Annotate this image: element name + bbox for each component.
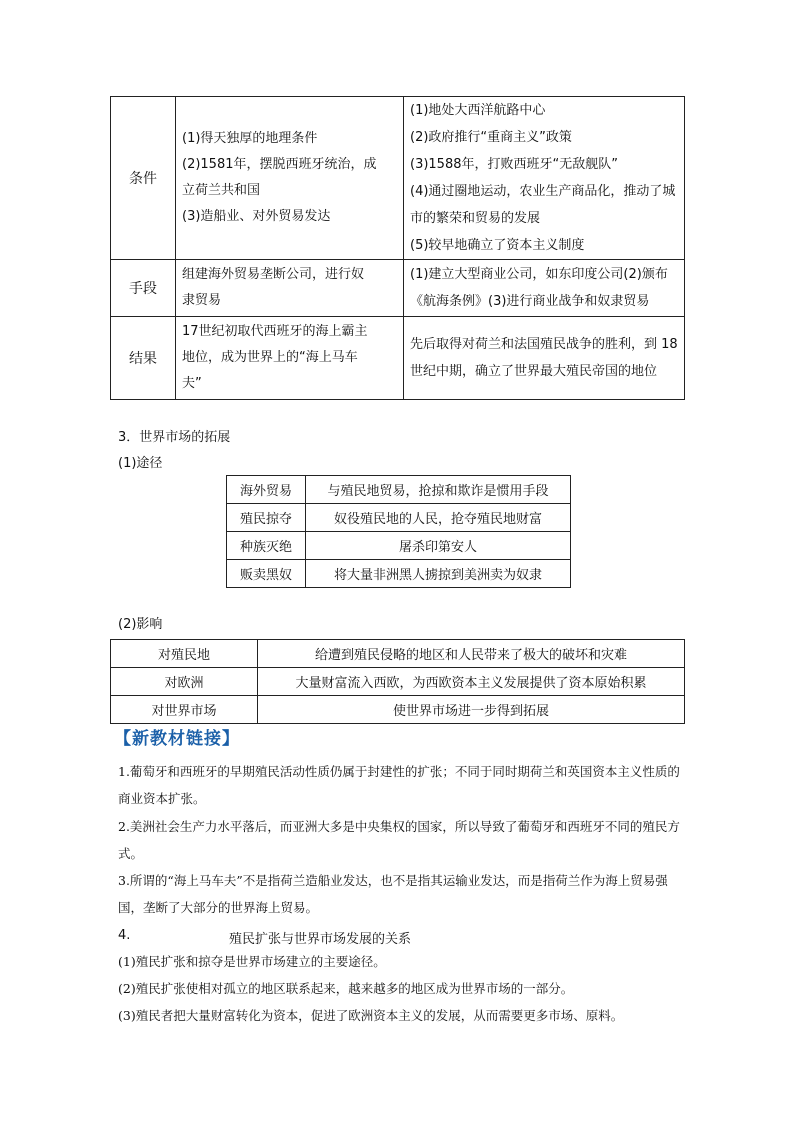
impact-desc: 给遭到殖民侵略的地区和人民带来了极大的破坏和灾难 bbox=[258, 640, 685, 668]
table-row bbox=[111, 696, 685, 724]
note-paragraph: 3.所谓的“海上马车夫”不是指荷兰造船业发达，也不是指其运输业发达，而是指荷兰作为海上贸易强国，垄断了大部分的世界海上贸易。 bbox=[118, 873, 668, 915]
cell-line: (5)较早地确立了资本主义制度 bbox=[410, 238, 585, 253]
cell-line: 隶贸易 bbox=[182, 293, 222, 308]
method-desc: 屠杀印第安人 bbox=[306, 532, 571, 560]
britain-cell bbox=[404, 97, 685, 260]
method-name: 殖民掠夺 bbox=[227, 504, 306, 532]
impact-target: 对世界市场 bbox=[111, 696, 258, 724]
impact-desc: 使世界市场进一步得到拓展 bbox=[258, 696, 685, 724]
expansion-methods-table bbox=[226, 475, 571, 588]
row-label: 结果 bbox=[111, 317, 176, 400]
row-label: 条件 bbox=[111, 97, 176, 260]
impact-desc: 大量财富流入西欧，为西欧资本主义发展提供了资本原始积累 bbox=[258, 668, 685, 696]
new-textbook-banner: 【新教材链接】 bbox=[114, 729, 240, 749]
cell-line: 《航海条例》(3)进行商业战争和奴隶贸易 bbox=[410, 294, 650, 309]
subsection-title: (2)影响 bbox=[118, 617, 163, 632]
section-number: 4. bbox=[118, 928, 131, 943]
cell-line: (1)建立大型商业公司，如东印度公司(2)颁布 bbox=[410, 267, 668, 282]
netherlands-cell bbox=[176, 317, 404, 400]
cell-line: (1)地处大西洋航路中心 bbox=[410, 103, 546, 118]
method-name: 种族灭绝 bbox=[227, 532, 306, 560]
note-paragraph: 2.美洲社会生产力水平落后，而亚洲大多是中央集权的国家，所以导致了葡萄牙和西班牙不同的殖民方式。 bbox=[118, 819, 680, 861]
list-item: (1)殖民扩张和掠夺是世界市场建立的主要途径。 bbox=[118, 954, 386, 969]
impact-table bbox=[110, 639, 685, 724]
cell-line: (2)政府推行“重商主义”政策 bbox=[410, 130, 572, 145]
table-row bbox=[111, 97, 685, 260]
netherlands-cell bbox=[176, 97, 404, 260]
table-row bbox=[111, 260, 685, 317]
list-item: (2)殖民扩张使相对孤立的地区联系起来，越来越多的地区成为世界市场的一部分。 bbox=[118, 981, 574, 996]
cell-line: 立荷兰共和国 bbox=[182, 183, 261, 198]
table-row bbox=[227, 560, 571, 588]
table-row bbox=[111, 317, 685, 400]
table-row bbox=[227, 532, 571, 560]
method-desc: 奴役殖民地的人民，抢夺殖民地财富 bbox=[306, 504, 571, 532]
cell-line: 市的繁荣和贸易的发展 bbox=[410, 211, 541, 226]
cell-line: (2)1581年，摆脱西班牙统治，成 bbox=[182, 157, 377, 172]
impact-target: 对欧洲 bbox=[111, 668, 258, 696]
cell-line: 组建海外贸易垄断公司，进行奴 bbox=[182, 267, 365, 282]
table-row bbox=[111, 640, 685, 668]
method-desc: 与殖民地贸易，抢掠和欺诈是惯用手段 bbox=[306, 476, 571, 504]
cell-line: 夫” bbox=[182, 376, 202, 391]
colonial-powers-table bbox=[110, 96, 685, 400]
table-row bbox=[227, 504, 571, 532]
section-title: 殖民扩张与世界市场发展的关系 bbox=[229, 932, 412, 947]
row-label: 手段 bbox=[111, 260, 176, 317]
cell-line: (3)1588年，打败西班牙“无敌舰队” bbox=[410, 157, 618, 172]
impact-target: 对殖民地 bbox=[111, 640, 258, 668]
britain-cell bbox=[404, 317, 685, 400]
britain-cell bbox=[404, 260, 685, 317]
method-desc: 将大量非洲黑人掳掠到美洲卖为奴隶 bbox=[306, 560, 571, 588]
cell-line: (4)通过圈地运动，农业生产商品化，推动了城 bbox=[410, 184, 676, 199]
section-title: 3．世界市场的拓展 bbox=[118, 430, 231, 445]
subsection-title: (1)途径 bbox=[118, 456, 163, 471]
table-row bbox=[227, 476, 571, 504]
netherlands-cell bbox=[176, 260, 404, 317]
cell-line: 地位，成为世界上的“海上马车 bbox=[182, 350, 358, 365]
cell-line: (3)造船业、对外贸易发达 bbox=[182, 209, 331, 224]
method-name: 贩卖黑奴 bbox=[227, 560, 306, 588]
note-paragraph: 1.葡萄牙和西班牙的早期殖民活动性质仍属于封建性的扩张；不同于同时期荷兰和英国资本主义性质的商业资本扩张。 bbox=[118, 764, 680, 806]
method-name: 海外贸易 bbox=[227, 476, 306, 504]
cell-line: 先后取得对荷兰和法国殖民战争的胜利，到 18 bbox=[410, 337, 678, 352]
table-row bbox=[111, 668, 685, 696]
cell-line: 17世纪初取代西班牙的海上霸主 bbox=[182, 324, 368, 339]
cell-line: 世纪中期，确立了世界最大殖民帝国的地位 bbox=[410, 364, 658, 379]
list-item: (3)殖民者把大量财富转化为资本，促进了欧洲资本主义的发展，从而需要更多市场、原料。 bbox=[118, 1008, 624, 1023]
cell-line: (1)得天独厚的地理条件 bbox=[182, 131, 318, 146]
